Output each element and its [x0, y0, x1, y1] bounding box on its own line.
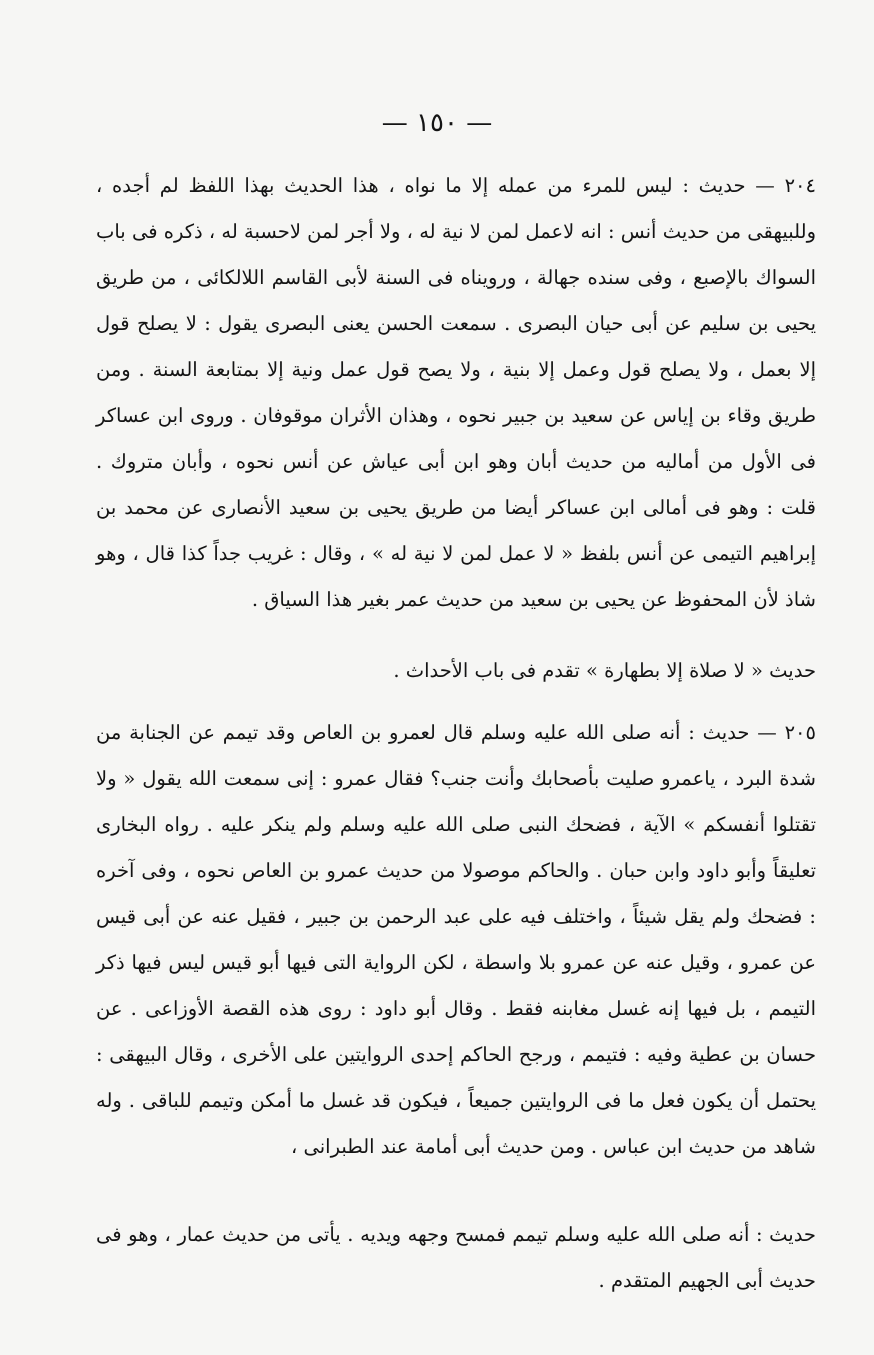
hadith-reference-tayammum: حديث : أنه صلى الله عليه وسلم تيمم فمسح وجهه ويديه . يأتى من حديث عمار ، وهو فى حديث أبى الجهيم المتقدم .: [96, 1223, 816, 1292]
hadith-entry-205: ٢٠٥ — حديث : أنه صلى الله عليه وسلم قال لعمرو بن العاص وقد تيمم عن الجنابة من شدة البرد ، ياعمرو صليت بأصحابك وأنت جنب؟ فقال عمرو : إنى سمعت الله يقول « ولا تقتلوا أنفسكم » الآية ، فضحك النبى صلى الله عليه وسلم ولم ينكر عليه . رواه البخارى تعليقاً وأبو داود وابن حبان . والحاكم موصولا من حديث عمرو بن العاص نحوه ، وفى آخره : فضحك ولم يقل شيئاً ، واختلف فيه على عبد الرحمن بن جبير ، فقيل عنه عن أبى قيس عن عمرو ، وقيل عنه عن عمرو بلا واسطة ، لكن الرواية التى فيها أبو قيس ليس فيها ذكر التيمم ، بل فيها إنه غسل مغابنه فقط . وقال أبو داود : روى هذه القصة الأوزاعى . عن حسان بن عطية وفيه : فتيمم ، ورجح الحاكم إحدى الروايتين على الأخرى ، وقال البيهقى : يحتمل أن يكون فعل ما فى الروايتين جميعاً ، فيكون قد غسل ما أمكن وتيمم للباقى . وله شاهد من حديث ابن عباس . ومن حديث أبى أمامة عند الطبرانى ،: [96, 721, 816, 1158]
page-number: — ١٥٠ —: [381, 108, 493, 138]
hadith-entry-204: ٢٠٤ — حديث : ليس للمرء من عمله إلا ما نواه ، هذا الحديث بهذا اللفظ لم أجده ، وللبيهقى من حديث أنس : انه لاعمل لمن لا نية له ، ولا أجر لمن لاحسبة له ، ذكره فى باب السواك بالإصبع ، وفى سنده جهالة ، ورويناه فى السنة لأبى القاسم اللالكائى ، من طريق يحيى بن سليم عن أبى حيان البصرى . سمعت الحسن يعنى البصرى يقول : لا يصلح قول إلا بعمل ، ولا يصلح قول وعمل إلا بنية ، ولا يصح قول عمل ونية إلا بمتابعة السنة . ومن طريق وقاء بن إياس عن سعيد بن جبير نحوه ، وهذان الأثران موقوفان . وروى ابن عساكر فى الأول من أماليه من حديث أبان وهو ابن أبى عياش عن أنس نحوه ، وأبان متروك . قلت : وهو فى أمالى ابن عساكر أيضا من طريق يحيى بن سعيد الأنصارى عن محمد بن إبراهيم التيمى عن أنس بلفظ « لا عمل لمن لا نية له » ، وقال : غريب جداً كذا قال ، وهو شاذ لأن المحفوظ عن يحيى بن سعيد من حديث عمر بغير هذا السياق .: [96, 174, 816, 611]
hadith-reference-salah: حديث « لا صلاة إلا بطهارة » تقدم فى باب الأحداث .: [393, 659, 816, 682]
